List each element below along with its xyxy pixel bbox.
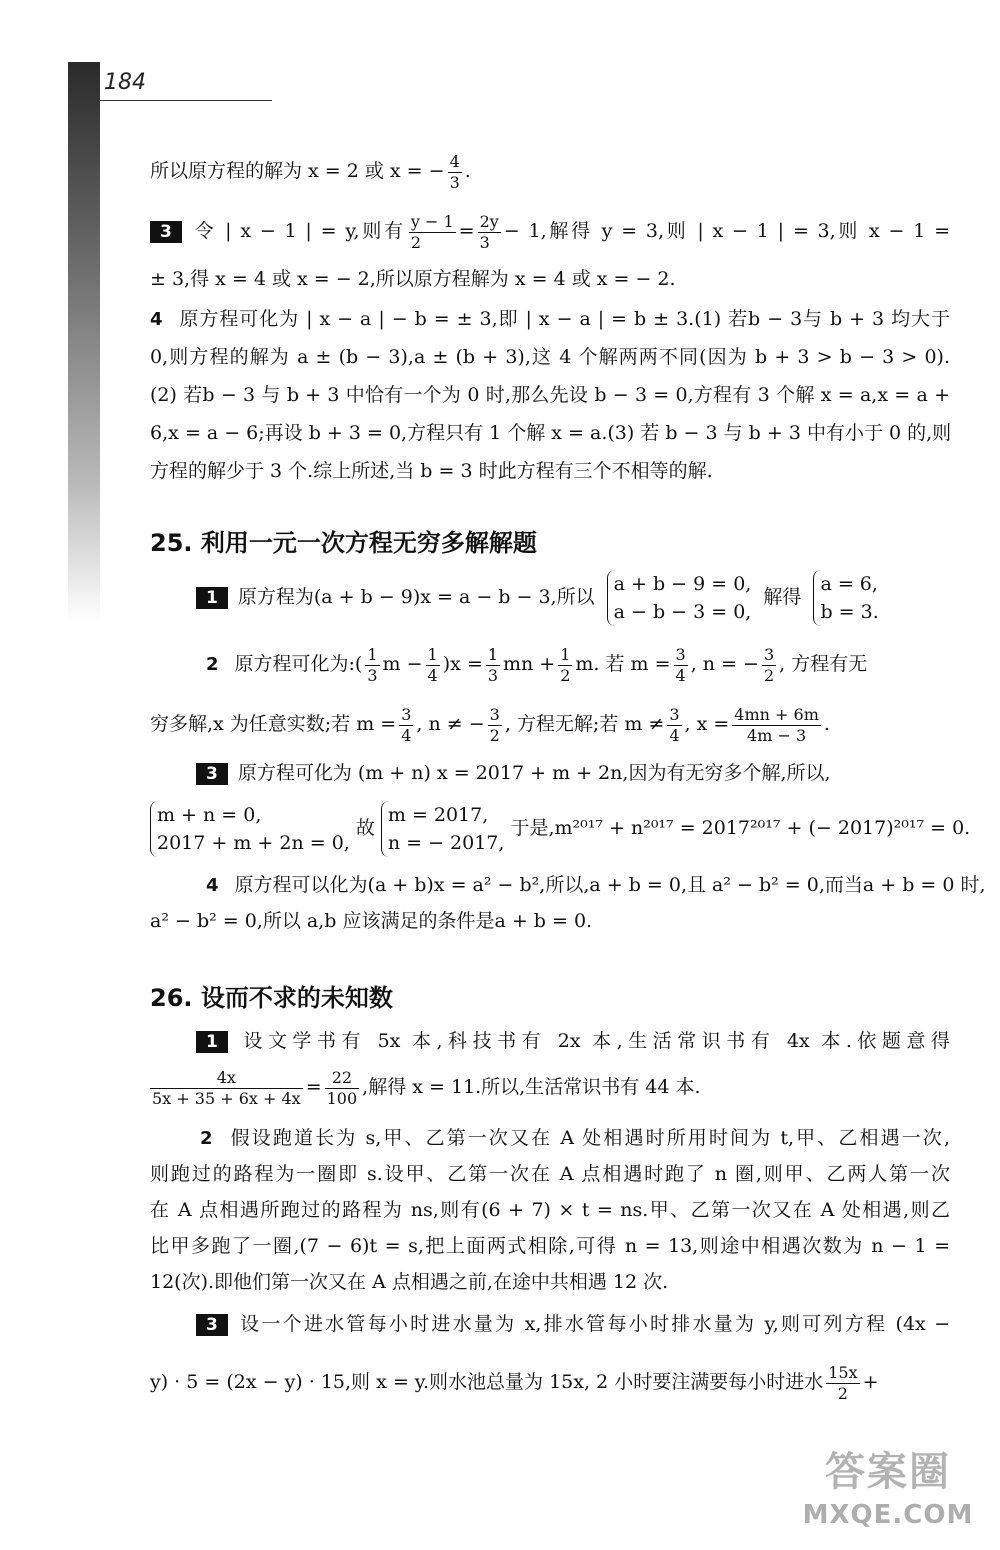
problem-number: 4 [206, 875, 219, 896]
fraction: $\frac{4}{3}$ [449, 151, 460, 192]
page-edge-shadow [68, 62, 100, 622]
page-number: 184 [104, 70, 146, 95]
s26-problem-3-line-2: y) · 5 = (2x − y) · 15,则 x = y.则水池总量为 15x, 2 小时要注满要每小时进水 $\frac{15x}{2}$ + [150, 1362, 879, 1403]
problem-4-line-3: (2) 若b − 3 与 b + 3 中恰有一个为 0 时,那么先设 b − 3 = 0,方程有 3 个解 x = a,x = a + [150, 384, 950, 406]
problem-3-line-2: ± 3,得 x = 4 或 x = − 2,所以原方程解为 x = 4 或 x = − 2. [150, 268, 676, 290]
s25-problem-4-line-2: a² − b² = 0,所以 a,b 应该满足的条件是a + b = 0. [150, 910, 593, 932]
equation-system: m = 2017, n = − 2017, [381, 801, 505, 857]
problem-4-line-5: 方程的解少于 3 个.综上所述,当 b = 3 时此方程有三个不相等的解. [150, 460, 713, 482]
problem-number: 4 [150, 309, 163, 330]
section-heading-25: 25. 利用一元一次方程无穷多解解题 [150, 529, 537, 557]
problem-4-line-2: 0,则方程的解为 a ± (b − 3),a ± (b + 3),这 4 个解两两不同(因为 b + 3 > b − 3 > 0). [150, 346, 950, 368]
s26-problem-2-line-2: 则跑过的路程为一圈即 s.设甲、乙第一次在 A 点相遇时跑了 n 圈,则甲、乙两人第一次 [150, 1163, 950, 1185]
equation-system: a = 6, b = 3. [813, 570, 878, 626]
problem-badge: 3 [150, 221, 182, 243]
s26-problem-3-line-1: 3 设一个进水管每小时进水量为 x,排水管每小时排水量为 y,则可列方程 (4x − [196, 1303, 950, 1345]
problem-number: 2 [206, 654, 219, 675]
problem-3-line-1: 3 令 | x − 1 | = y,则有 $\frac{y - 1}{2}$ = $\frac{2y}{3}$ − 1,解得 y = 3,则 | x − 1 | = 3,则 x − 1 = [150, 210, 950, 252]
s25-problem-1: 1 原方程为(a + b − 9)x = a − b − 3,所以 a + b − 9 = 0, a − b − 3 = 0, 解得 a = 6, b = 3. [196, 565, 950, 629]
s25-problem-2-line-1: 2 原方程可化为:( $\frac{1}{3}$ m − $\frac{1}{4}$ )x = $\frac{1}{3}$ mn + $\frac{1}{2}$ m. 若 m = $\frac{3}{4}$ , n = − $\frac{3}{2}$ , 方程有无 [150, 632, 950, 696]
s26-problem-2-line-3: 在 A 点相遇所跑过的路程为 ns,则有(6 + 7) × t = ns.甲、乙第一次又在 A 处相遇,则乙 [150, 1199, 950, 1221]
s26-problem-2-line-1: 2 假设跑道长为 s,甲、乙第一次又在 A 处相遇时所用时间为 t,甲、乙相遇一次, [150, 1117, 950, 1159]
problem-number: 2 [200, 1128, 213, 1149]
problem-4-line-1: 4 原方程可化为 | x − a | − b = ± 3,即 | x − a | = b ± 3.(1) 若b − 3与 b + 3 均大于 [150, 298, 950, 340]
s25-problem-2-line-2: 穷多解,x 为任意实数;若 m = $\frac{3}{4}$ , n ≠ − $\frac{3}{2}$ , 方程无解;若 m ≠ $\frac{3}{4}$ , x = $\frac{4mn + 6m}{4m - 3}$ . [150, 704, 830, 745]
problem-4-line-4: 6,x = a − 6;再设 b + 3 = 0,方程只有 1 个解 x = a.(3) 若 b − 3 与 b + 3 中有小于 0 的,则 [150, 422, 952, 444]
problem-badge: 1 [196, 1031, 228, 1053]
s25-problem-4-line-1: 4 原方程可以化为(a + b)x = a² − b²,所以,a + b = 0,且 a² − b² = 0,而当a + b = 0 时, [150, 864, 950, 906]
s26-problem-1-line-1: 1 设文学书有 5x 本,科技书有 2x 本,生活常识书有 4x 本.依题意得 [196, 1020, 950, 1062]
s26-problem-1-line-2: $\frac{4x}{5x + 35 + 6x + 4x}$ = $\frac{22}{100}$ ,解得 x = 11.所以,生活常识书有 44 本. [152, 1067, 701, 1108]
header-rule [100, 100, 272, 101]
problem-badge: 3 [196, 763, 228, 785]
s25-problem-3-line-2: m + n = 0, 2017 + m + 2n = 0, 故 m = 2017, n = − 2017, 于是,m²⁰¹⁷ + n²⁰¹⁷ = 2017²⁰¹⁷ + (− 2017)²⁰¹⁷ = 0. [150, 796, 950, 860]
watermark-logo: 答案圈 MXQE.COM [802, 1449, 974, 1530]
solution-line: 所以原方程的解为 x = 2 或 x = − $\frac{4}{3}$ . [150, 151, 471, 192]
equation-system: m + n = 0, 2017 + m + 2n = 0, [150, 801, 350, 857]
problem-badge: 3 [196, 1314, 228, 1336]
section-heading-26: 26. 设而不求的未知数 [150, 984, 393, 1012]
s25-problem-3-line-1: 3 原方程可化为 (m + n) x = 2017 + m + 2n,因为有无穷多个解,所以, [196, 752, 950, 794]
equation-system: a + b − 9 = 0, a − b − 3 = 0, [607, 570, 752, 626]
s26-problem-2-line-4: 比甲多跑了一圈,(7 − 6)t = s,把上面两式相除,可得 n = 13,则途中相遇次数为 n − 1 = [150, 1235, 950, 1257]
s26-problem-2-line-5: 12(次).即他们第一次又在 A 点相遇之前,在途中共相遇 12 次. [150, 1271, 669, 1293]
problem-badge: 1 [196, 587, 228, 609]
